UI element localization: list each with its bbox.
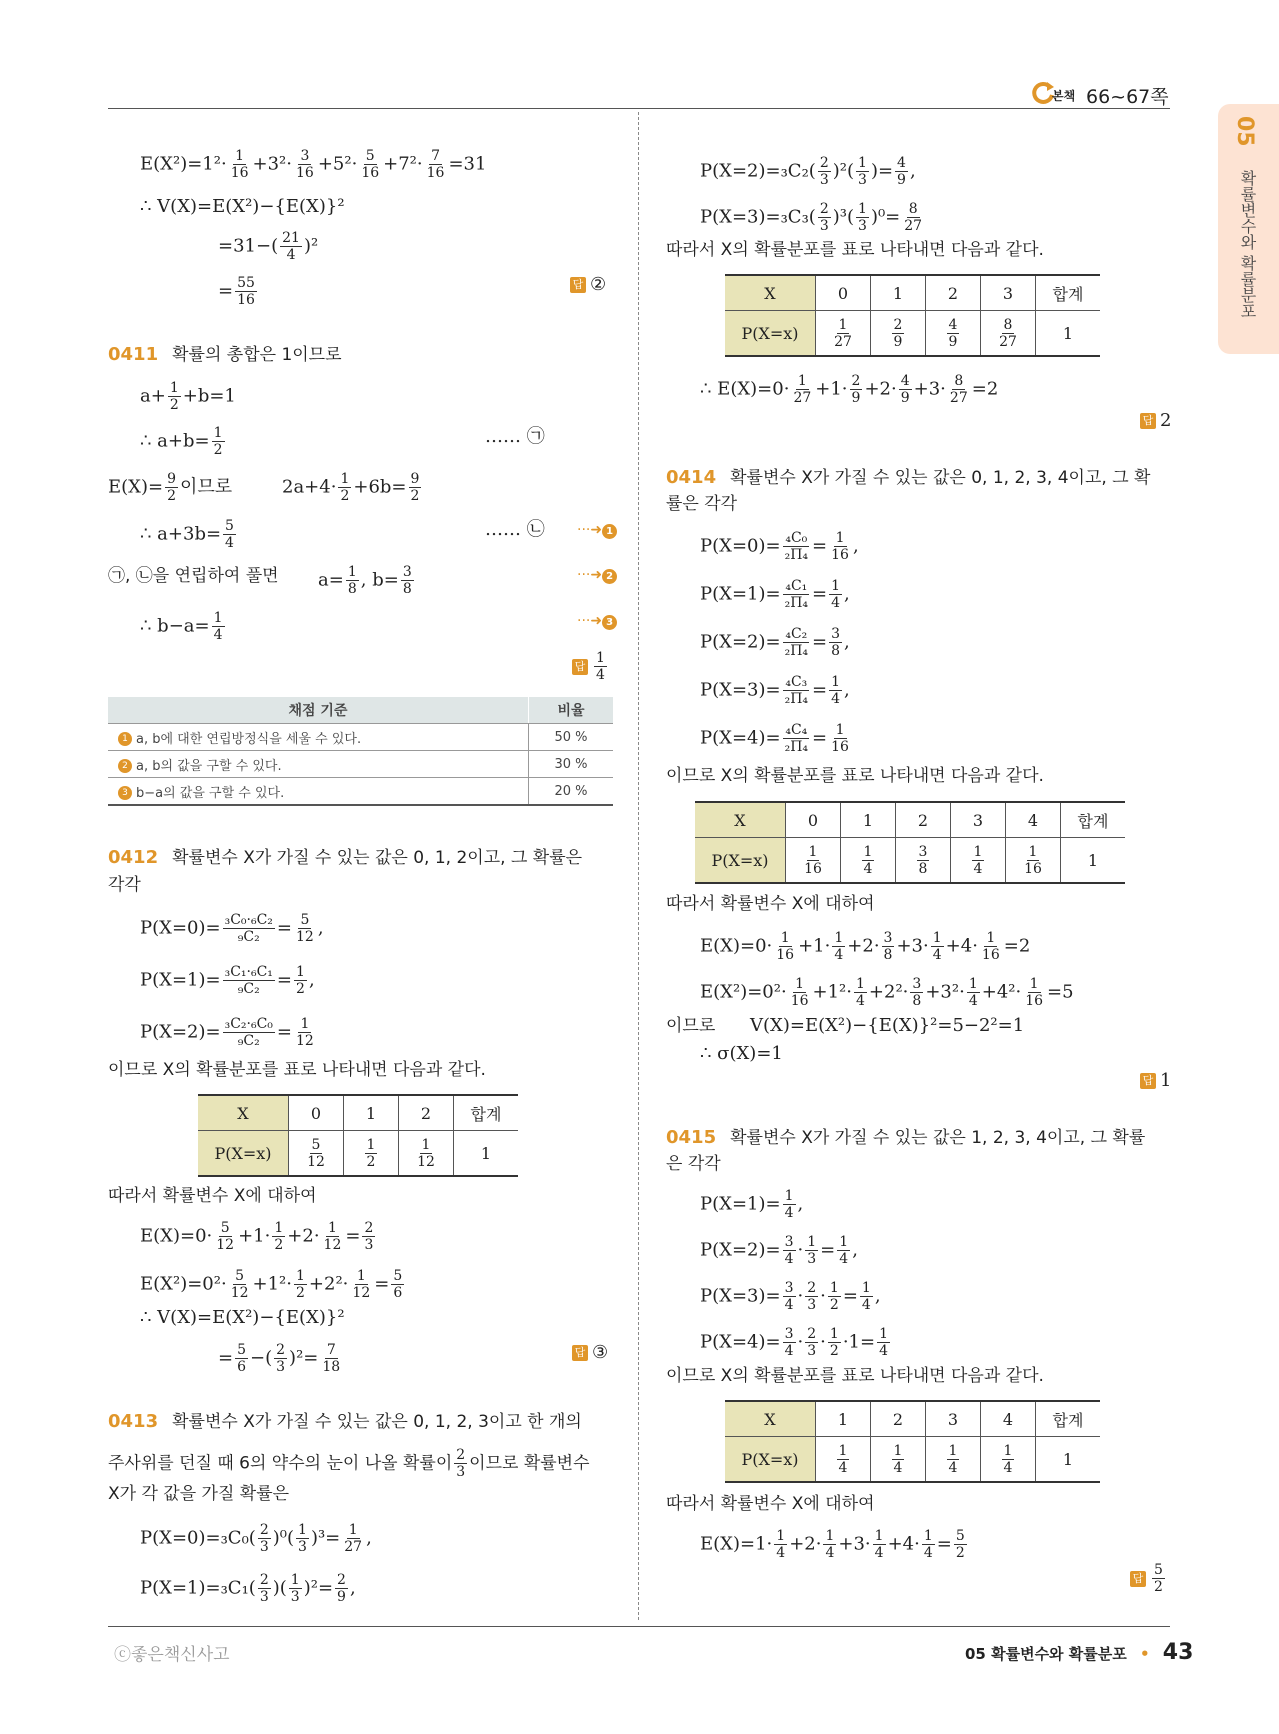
- p0414-row: P(X=4)= $\frac{\text{₄C₄}}{\text{₂Π₄}}$ = $\frac{1}{16}$: [700, 722, 849, 755]
- left-top-line1: E(X²)=1²· $\frac{1}{16}$ +3²· $\frac{3}{16}$ +5²· $\frac{5}{16}$ +7²· $\frac{7}{16}$ =31: [140, 148, 487, 181]
- p0414-after: 따라서 확률변수 X에 대하여: [666, 894, 875, 914]
- p0412-v1: ∴ V(X)=E(X²)−{E(X)}²: [140, 1307, 345, 1328]
- p0415-intro2: 은 각각: [666, 1154, 721, 1174]
- p0413-p1: P(X=1)=₃C₁( $\frac{2}{3}$ )( $\frac{1}{3}$ )²= $\frac{2}{9}$ ,: [140, 1572, 356, 1605]
- chapter-side-tab: [1218, 104, 1279, 354]
- p0412-v2: = $\frac{5}{6}$ −( $\frac{2}{3}$ )²= $\frac{7}{18}$: [218, 1342, 341, 1375]
- footer-rule: [108, 1626, 1170, 1627]
- p0412-p2: P(X=2)= $\frac{\text{₃C₂·₆C₀}}{\text{₉C₂}}$ = $\frac{1}{12}$: [140, 1016, 314, 1049]
- p0412-p0: P(X=0)= $\frac{\text{₃C₀·₆C₂}}{\text{₉C₂}}$ = $\frac{5}{12}$ ,: [140, 912, 324, 945]
- criteria-header-desc: 채점 기준: [108, 697, 529, 724]
- answer-0415: 답 $\frac{5}{2}$: [1130, 1562, 1167, 1595]
- criteria-row: 2 a, b의 값을 구할 수 있다. 30 %: [108, 751, 613, 778]
- footer-copyright: ⓒ좋은책신사고: [114, 1645, 230, 1665]
- p0411-line5: ㉠, ㉡을 연립하여 풀면: [108, 566, 279, 586]
- p0415-distribution-table: X 1 2 3 4 합계 P(X=x) $\frac{1}{4}$ $\frac{1}{4}$ $\frac{1}{4}$ $\frac{1}{4}$ 1: [725, 1400, 1100, 1483]
- p0415-p1: P(X=1)= $\frac{1}{4}$ ,: [700, 1188, 804, 1221]
- p0412-distribution-table: X 0 1 2 합계 P(X=x) $\frac{5}{12}$ $\frac{1}{2}$ $\frac{1}{12}$ 1: [198, 1094, 518, 1177]
- answer-0414: 답 1: [1140, 1070, 1171, 1091]
- answer-top: 답 ②: [570, 274, 606, 295]
- answer-0413: 답 2: [1140, 410, 1171, 431]
- p0413-intro2: 주사위를 던질 때 6의 약수의 눈이 나올 확률이 $\frac{2}{3}$ 이므로 확률변수: [108, 1447, 590, 1480]
- p0411-mark2: …… ㉡: [485, 519, 545, 540]
- p0414-row: P(X=0)= $\frac{\text{₄C₀}}{\text{₂Π₄}}$ = $\frac{1}{16}$ ,: [700, 530, 859, 563]
- p0411-line6: ∴ b−a= $\frac{1}{4}$: [140, 610, 223, 643]
- p0414-intro2: 률은 각각: [666, 494, 738, 514]
- p0413-table-intro: 따라서 X의 확률분포를 표로 나타내면 다음과 같다.: [666, 240, 1044, 260]
- header-rule: [108, 108, 1170, 109]
- left-top-line3: =31−( $\frac{21}{4}$ )²: [218, 230, 319, 263]
- problem-0411-heading: 0411 확률의 총합은 1이므로: [108, 344, 342, 365]
- p0414-distribution-table: X 0 1 2 3 4 합계 P(X=x) $\frac{1}{16}$ $\frac{1}{4}$ $\frac{3}{8}$ $\frac{1}{4}$ $\frac{1}{16}$ 1: [695, 801, 1125, 884]
- problem-0412-heading: 0412 확률변수 X가 가질 수 있는 값은 0, 1, 2이고, 그 확률은: [108, 847, 583, 868]
- p0411-line3-eq: 2a+4· $\frac{1}{2}$ +6b= $\frac{9}{2}$: [282, 471, 420, 504]
- p0412-p1: P(X=1)= $\frac{\text{₃C₁·₆C₁}}{\text{₉C₂}}$ = $\frac{1}{2}$ ,: [140, 964, 315, 997]
- p0414-v1-label: 이므로: [666, 1016, 716, 1036]
- p0412-table-intro: 이므로 X의 확률분포를 표로 나타내면 다음과 같다.: [108, 1060, 486, 1080]
- step-marker-3: ···➜ 3: [577, 613, 617, 630]
- p0413-p3: P(X=3)=₃C₃( $\frac{2}{3}$ )³( $\frac{1}{3}$ )⁰= $\frac{8}{27}$: [700, 201, 923, 234]
- step-marker-2: ···➜ 2: [577, 567, 617, 584]
- p0415-p4: P(X=4)= $\frac{3}{4}$ · $\frac{2}{3}$ · $\frac{1}{2}$ ·1= $\frac{1}{4}$: [700, 1326, 889, 1359]
- p0414-row: P(X=1)= $\frac{\text{₄C₁}}{\text{₂Π₄}}$ = $\frac{1}{4}$ ,: [700, 578, 850, 611]
- p0414-table-intro: 이므로 X의 확률분포를 표로 나타내면 다음과 같다.: [666, 766, 1044, 786]
- criteria-row: 3 b−a의 값을 구할 수 있다. 20 %: [108, 778, 613, 806]
- footer-chapter: 05 확률변수와 확률분포 • 43: [965, 1640, 1194, 1665]
- p0412-e2: E(X²)=0²· $\frac{5}{12}$ +1²· $\frac{1}{2}$ +2²· $\frac{1}{12}$ = $\frac{5}{6}$: [140, 1268, 403, 1301]
- chapter-title: 확률변수와 확률분포: [1238, 170, 1257, 320]
- problem-0415-heading: 0415 확률변수 X가 가질 수 있는 값은 1, 2, 3, 4이고, 그 확률: [666, 1127, 1146, 1148]
- header: [1030, 80, 1170, 108]
- page-number: 43: [1162, 1640, 1194, 1665]
- criteria-header-ratio: 비율: [529, 697, 614, 724]
- p0413-p2: P(X=2)=₃C₂( $\frac{2}{3}$ )²( $\frac{1}{3}$ )= $\frac{4}{9}$ ,: [700, 155, 916, 188]
- p0414-v2: ∴ σ(X)=1: [700, 1043, 783, 1064]
- p0413-distribution-table: X 0 1 2 3 합계 P(X=x) $\frac{1}{27}$ $\frac{2}{9}$ $\frac{4}{9}$ $\frac{8}{27}$ 1: [725, 274, 1100, 357]
- p0411-line4: ∴ a+3b= $\frac{5}{4}$: [140, 518, 234, 551]
- p0411-line1: a+ $\frac{1}{2}$ +b=1: [140, 380, 236, 413]
- p0412-after: 따라서 확률변수 X에 대하여: [108, 1186, 317, 1206]
- p0411-line3: E(X)= $\frac{9}{2}$ 이므로: [108, 471, 233, 504]
- p0414-e1: E(X)=0· $\frac{1}{16}$ +1· $\frac{1}{4}$ +2· $\frac{3}{8}$ +3· $\frac{1}{4}$ +4· $\frac{1}{16}$ =2: [700, 930, 1031, 963]
- p0411-mark1: …… ㉠: [485, 426, 545, 447]
- p0414-e2: E(X²)=0²· $\frac{1}{16}$ +1²· $\frac{1}{4}$ +2²· $\frac{3}{8}$ +3²· $\frac{1}{4}$ +4²· $\frac{1}{16}$ =5: [700, 976, 1074, 1009]
- p0415-table-intro: 이므로 X의 확률분포를 표로 나타내면 다음과 같다.: [666, 1366, 1044, 1386]
- p0411-line2: ∴ a+b= $\frac{1}{2}$: [140, 425, 223, 458]
- header-pages: 66~67쪽: [1086, 86, 1169, 108]
- p0413-e1: ∴ E(X)=0· $\frac{1}{27}$ +1· $\frac{2}{9}$ +2· $\frac{4}{9}$ +3· $\frac{8}{27}$ =2: [700, 373, 999, 406]
- column-divider: [638, 112, 639, 1620]
- answer-0412: 답 ③: [572, 1342, 608, 1363]
- step-marker-1: ···➜ 1: [577, 522, 617, 539]
- p0414-row: P(X=3)= $\frac{\text{₄C₃}}{\text{₂Π₄}}$ = $\frac{1}{4}$ ,: [700, 674, 850, 707]
- p0414-v1: V(X)=E(X²)−{E(X)}²=5−2²=1: [750, 1015, 1025, 1036]
- left-top-line2: ∴ V(X)=E(X²)−{E(X)}²: [140, 196, 345, 217]
- chapter-number: 05: [1232, 116, 1257, 147]
- scoring-criteria-table: [108, 697, 613, 806]
- p0413-p0: P(X=0)=₃C₀( $\frac{2}{3}$ )⁰( $\frac{1}{3}$ )³= $\frac{1}{27}$ ,: [140, 1522, 372, 1555]
- p0415-after: 따라서 확률변수 X에 대하여: [666, 1494, 875, 1514]
- p0414-row: P(X=2)= $\frac{\text{₄C₂}}{\text{₂Π₄}}$ = $\frac{3}{8}$ ,: [700, 626, 850, 659]
- p0412-e1: E(X)=0· $\frac{5}{12}$ +1· $\frac{1}{2}$ +2· $\frac{1}{12}$ = $\frac{2}{3}$: [140, 1220, 374, 1253]
- problem-0413-heading: 0413 확률변수 X가 가질 수 있는 값은 0, 1, 2, 3이고 한 개의: [108, 1411, 582, 1432]
- p0415-e1: E(X)=1· $\frac{1}{4}$ +2· $\frac{1}{4}$ +3· $\frac{1}{4}$ +4· $\frac{1}{4}$ = $\frac{5}{2}$: [700, 1528, 965, 1561]
- p0415-p2: P(X=2)= $\frac{3}{4}$ · $\frac{1}{3}$ = $\frac{1}{4}$ ,: [700, 1234, 858, 1267]
- p0411-line5-eq: a= $\frac{1}{8}$ , b= $\frac{3}{8}$: [318, 564, 412, 597]
- left-top-line4: = $\frac{55}{16}$: [218, 275, 255, 308]
- p0413-intro3: X가 각 값을 가질 확률은: [108, 1484, 290, 1504]
- p0412-intro2: 각각: [108, 875, 141, 895]
- header-label: 본책: [1052, 89, 1076, 103]
- criteria-row: 1 a, b에 대한 연립방정식을 세울 수 있다. 50 %: [108, 724, 613, 751]
- problem-0414-heading: 0414 확률변수 X가 가질 수 있는 값은 0, 1, 2, 3, 4이고, 그 확: [666, 467, 1151, 488]
- p0415-p3: P(X=3)= $\frac{3}{4}$ · $\frac{2}{3}$ · $\frac{1}{2}$ = $\frac{1}{4}$ ,: [700, 1280, 881, 1313]
- answer-0411: 답 $\frac{1}{4}$: [572, 650, 609, 683]
- footer-bullet: •: [1139, 1645, 1150, 1663]
